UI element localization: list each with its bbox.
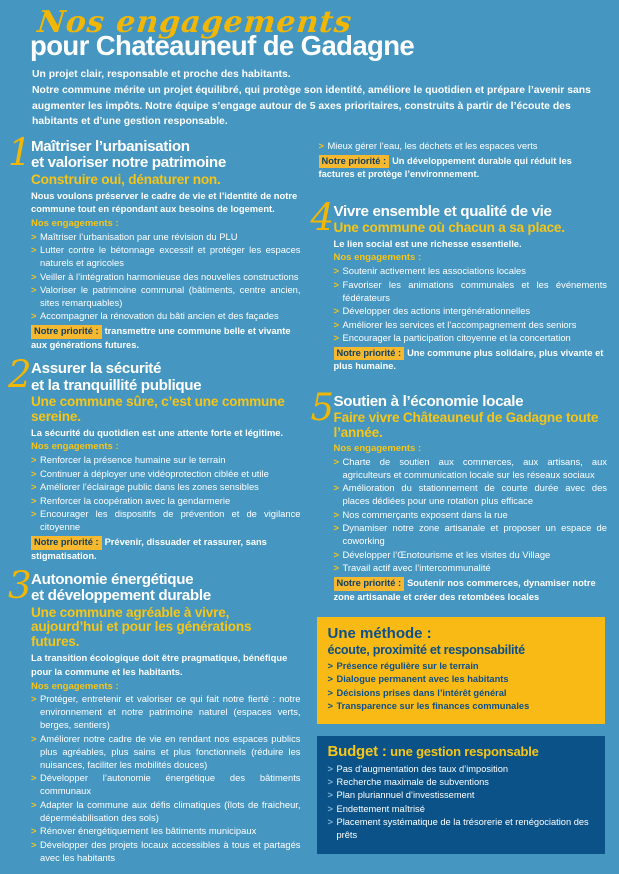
axis-bullets-4 (334, 265, 608, 345)
priority-text: Prévenir, dissuader et rassurer, sans stigmatisation. (31, 537, 267, 561)
list-item: > Encourager la participation citoyenne et la concertation (334, 332, 608, 345)
method-box-bullets (328, 660, 595, 713)
axis-title-2-line-2: et la tranquillité publique (31, 376, 202, 394)
axis-title-3-line-2: et développement durable (31, 587, 211, 605)
axis-title-2-line-1: Assurer la sécurité (31, 360, 162, 378)
priority-text: Une commune plus solidaire, plus vivante et plus humaine. (333, 347, 604, 372)
axis-bullets-3 (31, 693, 301, 864)
list-item: > Placement systématique de la trésorerie et renégociation des prêts (328, 816, 595, 842)
list-item: > Décisions prises dans l’intérêt général (328, 687, 595, 700)
columns (0, 131, 619, 873)
axis-bullets-2 (31, 454, 301, 534)
axis-3-continued (315, 140, 608, 182)
priority-text: transmettre une commune belle et vivante aux générations futures. (31, 326, 291, 350)
list-item: > Dynamiser notre zone artisanale et proposer un espace de coworking (334, 522, 608, 548)
axis-subtitle-1: Construire oui, dénaturer non. (31, 171, 221, 187)
list-item: > Lutter contre le bétonnage excessif et protéger les espaces naturels et agricoles (31, 244, 301, 270)
axis-5 (310, 385, 608, 604)
list-item: > Encourager les dispositifs de prévention et de vigilance citoyenne (31, 508, 301, 534)
list-item: > Adapter la commune aux défis climatiques (îlots de fraicheur, déperméabilisation des sols) (31, 799, 301, 825)
priority-tag: Notre priorité : (319, 155, 390, 168)
budget-box-title (328, 744, 595, 761)
list-item: > Recherche maximale de subventions (328, 776, 595, 789)
priority-tag: Notre priorité : (31, 325, 102, 338)
list-item: > Mieux gérer l’eau, les déchets et les espaces verts (319, 140, 608, 153)
list-item: > Présence régulière sur le terrain (328, 660, 595, 673)
priority-tag: Notre priorité : (31, 536, 102, 549)
intro-block (32, 67, 591, 130)
list-item: > Valoriser le patrimoine communal (bâtiments, centre ancien, sites remarquables) (31, 284, 301, 310)
method-box-title: Une méthode : (327, 625, 432, 643)
axis-priority-3 (319, 155, 608, 182)
priority-text: Un développement durable qui réduit les factures et protège l’environnement. (318, 155, 572, 180)
engagements-label-1: Nos engagements : (31, 217, 119, 229)
right-column (309, 139, 612, 873)
list-item: > Améliorer les services et l’accompagnement des seniors (334, 319, 608, 332)
list-item: > Favoriser les animations communales et les événements fédérateurs (334, 279, 608, 305)
header (0, 0, 619, 130)
engagements-label-5: Nos engagements : (333, 443, 422, 455)
axis-3 (8, 563, 301, 865)
axis-title-1-line-1: Maîtriser l’urbanisation (31, 138, 190, 156)
axis-subtitle-2: Une commune sûre, c’est une commune sereine. (31, 393, 285, 424)
axis-priority-4 (334, 347, 608, 374)
list-item: > Dialogue permanent avec les habitants (328, 673, 595, 686)
axis-title-5-line-1: Soutien à l’économie locale (333, 392, 524, 410)
engagements-label-2: Nos engagements : (31, 441, 119, 453)
list-item: > Développer l’autonomie énergétique des bâtiments communaux (31, 772, 301, 798)
list-item: > Pas d’augmentation des taux d’imposition (328, 763, 595, 776)
list-item: > Continuer à déployer une vidéoprotection ciblée et utile (31, 468, 301, 481)
budget-box-bullets (328, 763, 595, 842)
axis-subtitle-4: Une commune où chacun a sa place. (333, 219, 565, 235)
list-item: > Amélioration du stationnement de courte durée avec des places dédiées pour une rotation plus efficace (334, 482, 608, 508)
list-item: > Travail actif avec l’intercommunalité (334, 562, 608, 575)
list-item: > Protéger, entretenir et valoriser ce qui fait notre fierté : notre environnement et notre patrimoine naturel (espaces verts, berges, sentiers) (31, 693, 301, 732)
axis-lede-4: Le lien social est une richesse essentielle. (333, 237, 522, 249)
list-item: > Développer l’Œnotourisme et les visites du Village (334, 549, 608, 562)
list-item: > Endettement maîtrisé (328, 803, 595, 816)
axis-number-5: 5 (310, 385, 335, 429)
axis-lede-1: Nous voulons préserver le cadre de vie et l’identité de notre commune tout en répondant aux besoins de logement. (31, 189, 298, 215)
list-item: > Améliorer notre cadre de vie en rendant nos espaces publics plus agréables, plus sains et plus fonctionnels (réduire les nuisances, faciliter les mobilités douces) (31, 733, 301, 772)
axis-lede-3: La transition écologique doit être pragmatique, bénéfique pour la commune et les habitants. (31, 652, 288, 677)
budget-title-rest: une gestion responsable (386, 744, 539, 760)
list-item: > Rénover énergétiquement les bâtiments municipaux (31, 825, 301, 838)
list-item: > Accompagner la rénovation du bâti ancien et des façades (31, 310, 301, 323)
axis-number-1: 1 (8, 131, 32, 175)
axis-priority-5 (334, 577, 608, 604)
intro-line-1: Un projet clair, responsable et proche des habitants. (32, 68, 291, 80)
axis-4 (310, 195, 608, 374)
list-item: > Nos commerçants exposent dans la rue (334, 509, 608, 522)
list-item: > Veiller à l’intégration harmonieuse des nouvelles constructions (31, 271, 301, 284)
left-column (6, 131, 309, 873)
axis-subtitle-3: Une commune agréable à vivre, aujourd’hui et pour les générations futures. (31, 604, 252, 650)
axis-priority-2 (31, 536, 301, 563)
axis-number-2: 2 (8, 353, 32, 397)
list-item: > Améliorer l’éclairage public dans les zones sensibles (31, 481, 301, 494)
engagements-label-3: Nos engagements : (31, 680, 119, 692)
axis-3-continued-bullets (319, 140, 608, 153)
intro-line-2: Notre commune mérite un projet équilibré, qui protège son identité, améliore le quotidien et prépare l’avenir sans augmenter les impôts. Notre équipe s’engage autour de 5 axes prioritaires, construits à partir de l’écoute des habitants et d’une gestion responsable. (32, 84, 591, 128)
page-title: pour Chateauneuf de Gadagne (30, 30, 415, 61)
axis-title-3-line-1: Autonomie énergétique (31, 570, 194, 588)
budget-title-strong: Budget : (327, 743, 387, 761)
axis-priority-1 (31, 325, 301, 352)
list-item: > Développer des actions intergénérationnelles (334, 305, 608, 318)
axis-title-1-line-2: et valoriser notre patrimoine (31, 154, 226, 172)
axis-title-4-line-1: Vivre ensemble et qualité de vie (333, 202, 552, 220)
axis-subtitle-5: Faire vivre Châteauneuf de Gadagne toute l’année. (333, 410, 599, 441)
axis-1 (8, 131, 301, 352)
list-item: > Renforcer la coopération avec la gendarmerie (31, 495, 301, 508)
list-item: > Soutenir activement les associations locales (334, 265, 608, 278)
priority-text: Soutenir nos commerces, dynamiser notre zone artisanale et créer des retombées locales (333, 578, 596, 602)
method-box-subtitle: écoute, proximité et responsabilité (327, 642, 525, 657)
axis-number-4: 4 (310, 195, 335, 239)
axis-number-3: 3 (8, 563, 32, 607)
axis-bullets-5 (334, 456, 608, 575)
list-item: > Renforcer la présence humaine sur le terrain (31, 454, 301, 467)
engagements-label-4: Nos engagements : (333, 252, 422, 264)
axis-2 (8, 353, 301, 563)
priority-tag: Notre priorité : (334, 577, 405, 590)
list-item: > Plan pluriannuel d’investissement (328, 789, 595, 802)
script-title: Nos engagements (35, 5, 354, 40)
list-item: > Développer des projets locaux accessibles à tous et partagés avec les habitants (31, 839, 301, 865)
list-item: > Maîtriser l’urbanisation par une révision du PLU (31, 231, 301, 244)
axis-bullets-1 (31, 231, 301, 324)
axis-lede-2: La sécurité du quotidien est une attente forte et légitime. (31, 426, 284, 438)
method-box (317, 617, 606, 724)
priority-tag: Notre priorité : (334, 347, 405, 360)
budget-box (317, 736, 606, 854)
list-item: > Charte de soutien aux commerces, aux artisans, aux agriculteurs et communication locale sur les réseaux sociaux (334, 456, 608, 482)
list-item: > Transparence sur les finances communales (328, 700, 595, 713)
